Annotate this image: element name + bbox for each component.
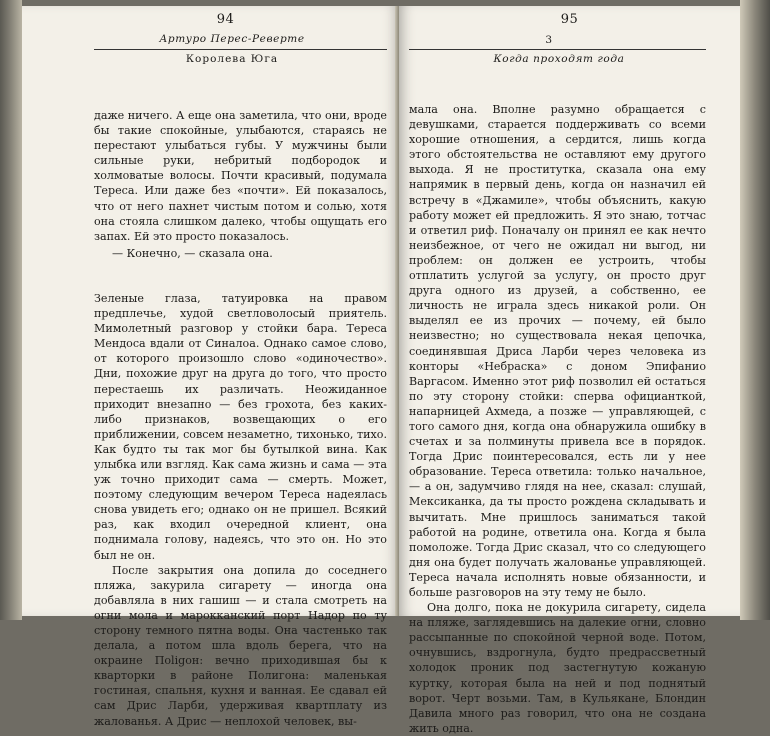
- running-head-author: Артуро Перес-Реверте: [159, 33, 305, 45]
- right-page-body: [409, 102, 706, 736]
- paragraph: даже ничего. А еще она заметила, что они, вроде бы такие спокойные, улыбаются, стараясь не перестают улыбаться губы. У мужчины были сильные руки, небритый подбородок и холмоватые волосы. Почти красивый, подумала Тереса. Или даже без «почти». Ей показалось, что от него пахнет чистым потом и солью, хотя она стояла слишком далеко, чтобы ощущать его запах. Ей это просто показалось.: [94, 109, 387, 243]
- right-page: [399, 6, 740, 735]
- paragraph: — Конечно, — сказала она.: [112, 246, 273, 260]
- left-page-body: [94, 108, 387, 729]
- scan-edge-right: [740, 0, 770, 620]
- paragraph: мала она. Вполне разумно обращается с девушками, старается поддерживать со всеми хорошие отношения, а сердится, лишь когда этого обстоятельства не оставляют ему другого выхода. Я не проститутка, сказала она ему напрямик в первый день, когда он назначил ей встречу в «Джамиле», чтобы объяснить, какую работу может ей предложить. Я это знаю, тотчас и ответил риф. Поначалу он принял ее как нечто неизбежное, от чего не ожидал ни выгод, ни проблем: он должен ее устроить, чтобы отплатить услугой за услугу, он просто друг друга одного из друзей, а собственно, ее личность не играла здесь никакой роли. Он выделял ее из прочих — почему, ей было неизвестно; но существовала некая цепочка, соединявшая Дриса Ларби через человека из конторы «Небраска» с доном Эпифанио Варгасом. Именно этот риф позволил ей остаться по эту сторону стойки: сперва официанткой, напарницей Ахмеда, а позже — управляющей, с того самого дня, когда она обнаружила ошибку в счетах и за полминуты привела все в порядок. Тогда Дрис поинтересовался, есть ли у нее образование. Тереса ответила: только начальное, — а он, задумчиво глядя на нее, сказал: слушай, Мексиканка, да ты просто рождена складывать и вычитать. Мне пришлось заниматься такой работой на родине, ответила она. Когда я была помоложе. Тогда Дрис сказал, что со следующего дня она будет получать жалованье управляющей. Тереса начала исполнять новые обязанности, и больше разговоров на эту тему не было.: [409, 103, 706, 599]
- left-page: [22, 6, 399, 728]
- paragraph: Она долго, пока не докурила сигарету, сидела на пляже, заглядевшись на далекие огни, словно рассыпанные по спокойной черной воде. Потом, очнувшись, вздрогнула, будто предрассветный холодок проник под застегнутую кожаную куртку, которая была на ней и под поднятый ворот. Черт возьми. Там, в Кульякане, Блондин Давила много раз говорил, что она не создана жить одна.: [409, 601, 706, 735]
- chapter-rule: [409, 49, 706, 50]
- running-head-book-title: Королева Юга: [185, 53, 279, 65]
- scan-edge-left: [0, 0, 22, 620]
- running-head-chapter-title: Когда проходят года: [493, 53, 625, 65]
- left-page-number: 94: [216, 12, 235, 27]
- paragraph: Зеленые глаза, татуировка на правом предплечье, худой светловолосый приятель. Мимолетный разговор у стойки бара. Тереса Мендоса вдали от Синалоа. Однако самое слово, от которого произошло слово «одиночество». Дни, похожие друг на друга до того, что просто перестаешь их различать. Неожиданное приходит внезапно — без грохота, без каких-либо признаков, возвещающих о его приближении, совсем незаметно, тихонько, тихо. Как будто ты так мог бы бутылкой вина. Как улыбка или взгляд. Как сама жизнь и сама — эта уж точно приходит сама — смерть. Может, поэтому следующим вечером Тереса надеялась снова увидеть его; однако он не пришел. Всякий раз, как входил очередной клиент, она поднимала голову, надеясь, что это он. Но это был не он.: [94, 291, 387, 562]
- paragraph: После закрытия она допила до соседнего пляжа, закурила сигарету — иногда она добавляла в них гашиш — и стала смотреть на огни мола и марокканский порт Надор по ту сторону темного пятна воды. Она частенько так делала, а потом шла вдоль берега, что на окраине Поligон: вечно приходившая бы к кварторки в районе Полигона: маленькая гостиная, спальня, кухня и ванная. Ее сдавал ей сам Дрис Ларби, удерживая квартплату из жалованья. А Дрис — неплохой человек, вы-: [94, 563, 387, 728]
- running-head-rule: [94, 49, 387, 50]
- chapter-number: 3: [545, 34, 553, 46]
- right-page-number: 95: [560, 12, 579, 27]
